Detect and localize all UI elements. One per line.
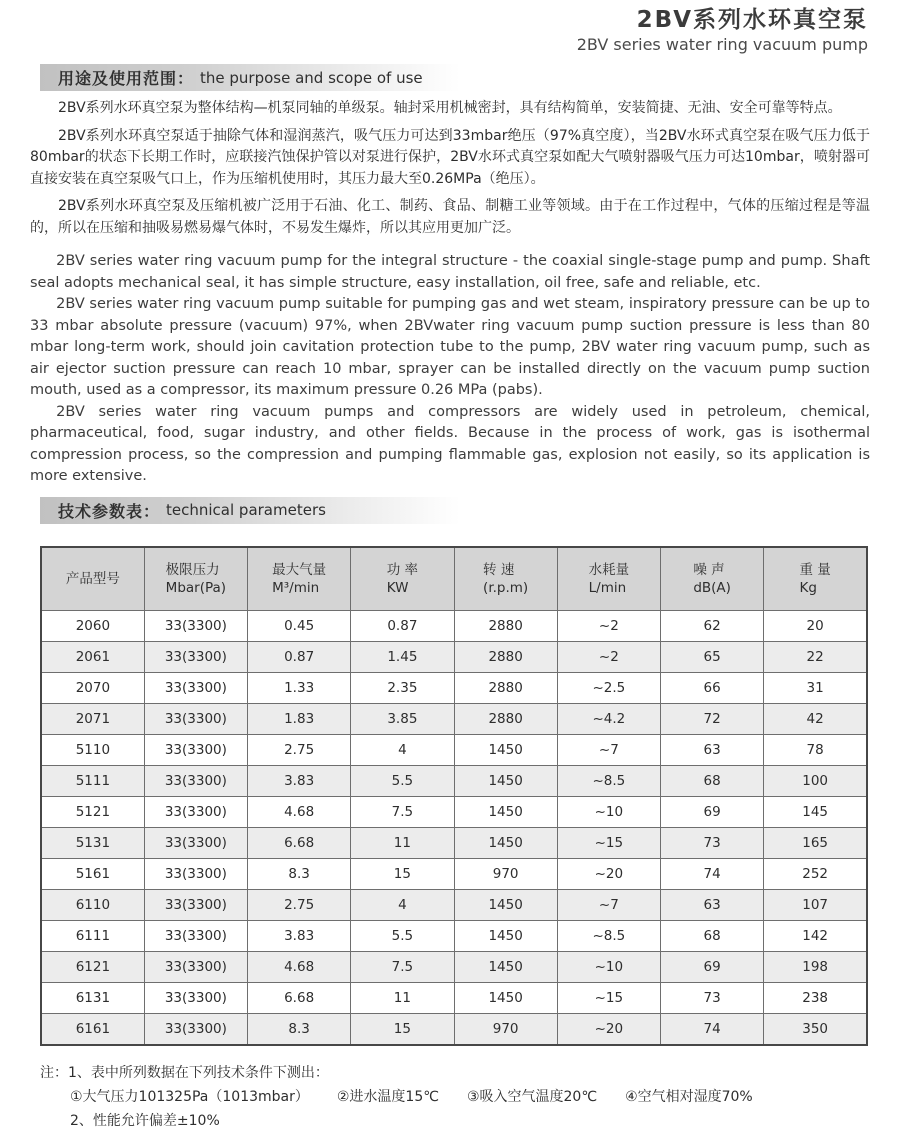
table-cell: ~7 <box>557 889 660 920</box>
table-cell: 2070 <box>41 672 144 703</box>
table-cell: 68 <box>661 920 764 951</box>
table-cell: 1450 <box>454 951 557 982</box>
table-cell: 5.5 <box>351 765 454 796</box>
table-cell: 4 <box>351 734 454 765</box>
table-cell: 198 <box>764 951 867 982</box>
body-text <box>30 98 870 488</box>
table-cell: 33(3300) <box>144 858 247 889</box>
table-cell: 7.5 <box>351 796 454 827</box>
technical-parameters-table <box>40 546 868 1046</box>
column-header-7 <box>764 547 867 611</box>
table-cell: 2060 <box>41 610 144 641</box>
table-cell: 20 <box>764 610 867 641</box>
table-cell: 63 <box>661 734 764 765</box>
table-cell: 4.68 <box>248 951 351 982</box>
table-cell: ~10 <box>557 796 660 827</box>
table-row <box>41 920 867 951</box>
table-row <box>41 951 867 982</box>
table-cell: 145 <box>764 796 867 827</box>
column-header-label: 功 率 KW <box>386 561 419 596</box>
table-cell: 5110 <box>41 734 144 765</box>
table-cell: 66 <box>661 672 764 703</box>
paragraph-en-1: 2BV series water ring vacuum pump for the integral structure - the coaxial single-stage pump and pump. Shaft seal adopts mechanical seal, it has simple structure, easy installation, oil free, safe and reliable, etc. <box>30 253 870 291</box>
table-cell: 4 <box>351 889 454 920</box>
table-cell: 1450 <box>454 765 557 796</box>
page-title-en: 2BV series water ring vacuum pump <box>576 35 868 54</box>
note-condition: ①大气压力101325Pa（1013mbar） <box>70 1088 309 1105</box>
table-cell: 238 <box>764 982 867 1013</box>
table-header <box>41 547 867 611</box>
table-cell: 1450 <box>454 827 557 858</box>
table-cell: 7.5 <box>351 951 454 982</box>
table-cell: 74 <box>661 858 764 889</box>
table-row <box>41 796 867 827</box>
section-header-purpose-cn: 用途及使用范围： <box>58 69 195 88</box>
column-header-label: 转 速 (r.p.m) <box>483 561 529 596</box>
table-cell: 8.3 <box>248 1013 351 1045</box>
column-header-5 <box>557 547 660 611</box>
table-cell: 1.83 <box>248 703 351 734</box>
table-cell: ~10 <box>557 951 660 982</box>
table-cell: 63 <box>661 889 764 920</box>
table-cell: 5161 <box>41 858 144 889</box>
table-cell: 4.68 <box>248 796 351 827</box>
table-cell: 6.68 <box>248 827 351 858</box>
table-cell: 73 <box>661 982 764 1013</box>
column-header-label: 极限压力 Mbar(Pa) <box>165 561 227 596</box>
table-cell: 33(3300) <box>144 641 247 672</box>
table-cell: 252 <box>764 858 867 889</box>
table-cell: 2880 <box>454 672 557 703</box>
table-cell: 15 <box>351 858 454 889</box>
table-cell: 6.68 <box>248 982 351 1013</box>
table-cell: 33(3300) <box>144 672 247 703</box>
table-cell: 69 <box>661 796 764 827</box>
table-cell: 6161 <box>41 1013 144 1045</box>
page-header <box>0 0 900 55</box>
table-cell: 1450 <box>454 920 557 951</box>
table-cell: 1450 <box>454 982 557 1013</box>
table-cell: 33(3300) <box>144 610 247 641</box>
table-cell: ~20 <box>557 1013 660 1045</box>
table-cell: 0.87 <box>351 610 454 641</box>
column-header-label: 最大气量 M³/min <box>272 561 327 596</box>
table-cell: 1450 <box>454 734 557 765</box>
table-cell: 33(3300) <box>144 951 247 982</box>
table-cell: 0.45 <box>248 610 351 641</box>
table-cell: 11 <box>351 827 454 858</box>
table-row <box>41 641 867 672</box>
column-header-label: 重 量 Kg <box>799 561 831 596</box>
table-row <box>41 982 867 1013</box>
table-cell: 42 <box>764 703 867 734</box>
table-cell: 68 <box>661 765 764 796</box>
table-cell: 3.85 <box>351 703 454 734</box>
table-cell: 2.35 <box>351 672 454 703</box>
table-cell: 1450 <box>454 796 557 827</box>
column-header-4 <box>454 547 557 611</box>
table-cell: 2071 <box>41 703 144 734</box>
table-cell: 33(3300) <box>144 920 247 951</box>
table-cell: 2.75 <box>248 889 351 920</box>
table-cell: 2.75 <box>248 734 351 765</box>
table-cell: 33(3300) <box>144 765 247 796</box>
table-cell: 33(3300) <box>144 982 247 1013</box>
table-cell: 5121 <box>41 796 144 827</box>
table-row <box>41 827 867 858</box>
table-cell: 6111 <box>41 920 144 951</box>
table-cell: 15 <box>351 1013 454 1045</box>
table-row <box>41 672 867 703</box>
section-header-parameters <box>40 497 460 524</box>
table-row <box>41 610 867 641</box>
note-condition: ③吸入空气温度20℃ <box>466 1088 598 1105</box>
table-cell: 3.83 <box>248 765 351 796</box>
paragraph-en-3: 2BV series water ring vacuum pumps and compressors are widely used in petroleum, chemical, pharmaceutical, food, sugar industry, and other fields. Because in the process of work, gas is isothermal compression process, so the compression and pumping flammable gas, explosion not easily, so its application is more extensive. <box>30 403 870 484</box>
note-condition: ④空气相对湿度70% <box>625 1088 753 1105</box>
table-cell: 74 <box>661 1013 764 1045</box>
column-header-label: 产品型号 <box>65 570 120 587</box>
table-cell: 33(3300) <box>144 889 247 920</box>
table-cell: 1.33 <box>248 672 351 703</box>
table-cell: ~2 <box>557 610 660 641</box>
table-cell: 33(3300) <box>144 796 247 827</box>
table-cell: ~20 <box>557 858 660 889</box>
table-cell: 5.5 <box>351 920 454 951</box>
column-header-label: 水耗量 L/min <box>588 561 630 596</box>
table-cell: 65 <box>661 641 764 672</box>
english-paragraphs <box>30 251 870 488</box>
note-line-3: 2、性能允许偏差±10% <box>70 1112 220 1129</box>
table-row <box>41 858 867 889</box>
column-header-0 <box>41 547 144 611</box>
table-cell: 2880 <box>454 610 557 641</box>
table-cell: 5111 <box>41 765 144 796</box>
table-cell: 100 <box>764 765 867 796</box>
column-header-6 <box>661 547 764 611</box>
note-condition: ②进水温度15℃ <box>336 1088 439 1105</box>
table-cell: 33(3300) <box>144 827 247 858</box>
section-header-parameters-cn: 技术参数表： <box>58 501 161 521</box>
table-cell: 165 <box>764 827 867 858</box>
table-header-row <box>41 547 867 611</box>
note-line-1: 注：1、表中所列数据在下列技术条件下测出： <box>40 1064 329 1081</box>
column-header-1 <box>144 547 247 611</box>
table-body <box>41 610 867 1045</box>
table-cell: 31 <box>764 672 867 703</box>
table-cell: ~15 <box>557 827 660 858</box>
table-cell: 22 <box>764 641 867 672</box>
column-header-label: 噪 声 dB(A) <box>693 561 731 596</box>
table-cell: ~4.2 <box>557 703 660 734</box>
note-conditions <box>70 1085 900 1109</box>
table-cell: 1450 <box>454 889 557 920</box>
table-cell: 350 <box>764 1013 867 1045</box>
section-header-purpose <box>40 64 460 91</box>
table-cell: 2880 <box>454 641 557 672</box>
table-cell: 33(3300) <box>144 1013 247 1045</box>
paragraph-cn-3: 2BV系列水环真空泵及压缩机被广泛用于石油、化工、制药、食品、制糖工业等领域。由于在工作过程中，气体的压缩过程是等温的，所以在压缩和抽吸易燃易爆气体时，不易发生爆炸，所以其应用更加广泛。 <box>30 198 870 236</box>
table-cell: ~7 <box>557 734 660 765</box>
table-cell: 33(3300) <box>144 703 247 734</box>
table-cell: 6110 <box>41 889 144 920</box>
table-cell: 72 <box>661 703 764 734</box>
table-row <box>41 1013 867 1045</box>
table-cell: 142 <box>764 920 867 951</box>
table-cell: 33(3300) <box>144 734 247 765</box>
table-row <box>41 703 867 734</box>
paragraph-cn-1: 2BV系列水环真空泵为整体结构—机泵同轴的单级泵。轴封采用机械密封，具有结构简单，安装简捷、无油、安全可靠等特点。 <box>58 100 842 116</box>
table-cell: 11 <box>351 982 454 1013</box>
section-header-purpose-en: the purpose and scope of use <box>200 68 423 87</box>
table-cell: 2061 <box>41 641 144 672</box>
column-header-3 <box>351 547 454 611</box>
table-cell: 6131 <box>41 982 144 1013</box>
column-header-2 <box>248 547 351 611</box>
page-title-cn: 2BV系列水环真空泵 <box>636 7 868 33</box>
table-row <box>41 889 867 920</box>
table-cell: 1.45 <box>351 641 454 672</box>
table-cell: 78 <box>764 734 867 765</box>
paragraph-en-2: 2BV series water ring vacuum pump suitable for pumping gas and wet steam, inspiratory pressure can be up to 33 mbar absolute pressure (vacuum) 97%, when 2BVwater ring vacuum pump suction pressure is less than 80 mbar long-term work, should join cavitation protection tube to the pump, 2BV water ring vacuum pump, such as air ejector suction pressure can reach 10 mbar, sprayer can be installed directly on the vacuum pump suction mouth, used as a compressor, its maximum pressure 0.26 MPa (pabs). <box>30 296 870 398</box>
table-cell: ~8.5 <box>557 765 660 796</box>
table-cell: ~2.5 <box>557 672 660 703</box>
table-cell: 8.3 <box>248 858 351 889</box>
table-cell: 970 <box>454 858 557 889</box>
table-cell: 5131 <box>41 827 144 858</box>
table-cell: 6121 <box>41 951 144 982</box>
table-cell: 69 <box>661 951 764 982</box>
section-header-parameters-en: technical parameters <box>166 501 326 519</box>
table-cell: ~8.5 <box>557 920 660 951</box>
table-cell: 970 <box>454 1013 557 1045</box>
table-cell: 3.83 <box>248 920 351 951</box>
table-row <box>41 734 867 765</box>
table-cell: ~15 <box>557 982 660 1013</box>
table-cell: 0.87 <box>248 641 351 672</box>
table-cell: 73 <box>661 827 764 858</box>
paragraph-cn-2: 2BV系列水环真空泵适于抽除气体和湿润蒸汽，吸气压力可达到33mbar绝压（97%真空度），当2BV水环式真空泵在吸气压力低于80mbar的状态下长期工作时，应联接汽蚀保护管以对泵进行保护，2BV水环式真空泵如配大气喷射器吸气压力可达10mbar，喷射器可直接安装在真空泵吸气口上，作为压缩机使用时，其压力最大至0.26MPa（绝压）。 <box>30 127 870 187</box>
table-cell: ~2 <box>557 641 660 672</box>
notes <box>40 1061 900 1133</box>
table-row <box>41 765 867 796</box>
table-cell: 62 <box>661 610 764 641</box>
table-cell: 2880 <box>454 703 557 734</box>
table-cell: 107 <box>764 889 867 920</box>
